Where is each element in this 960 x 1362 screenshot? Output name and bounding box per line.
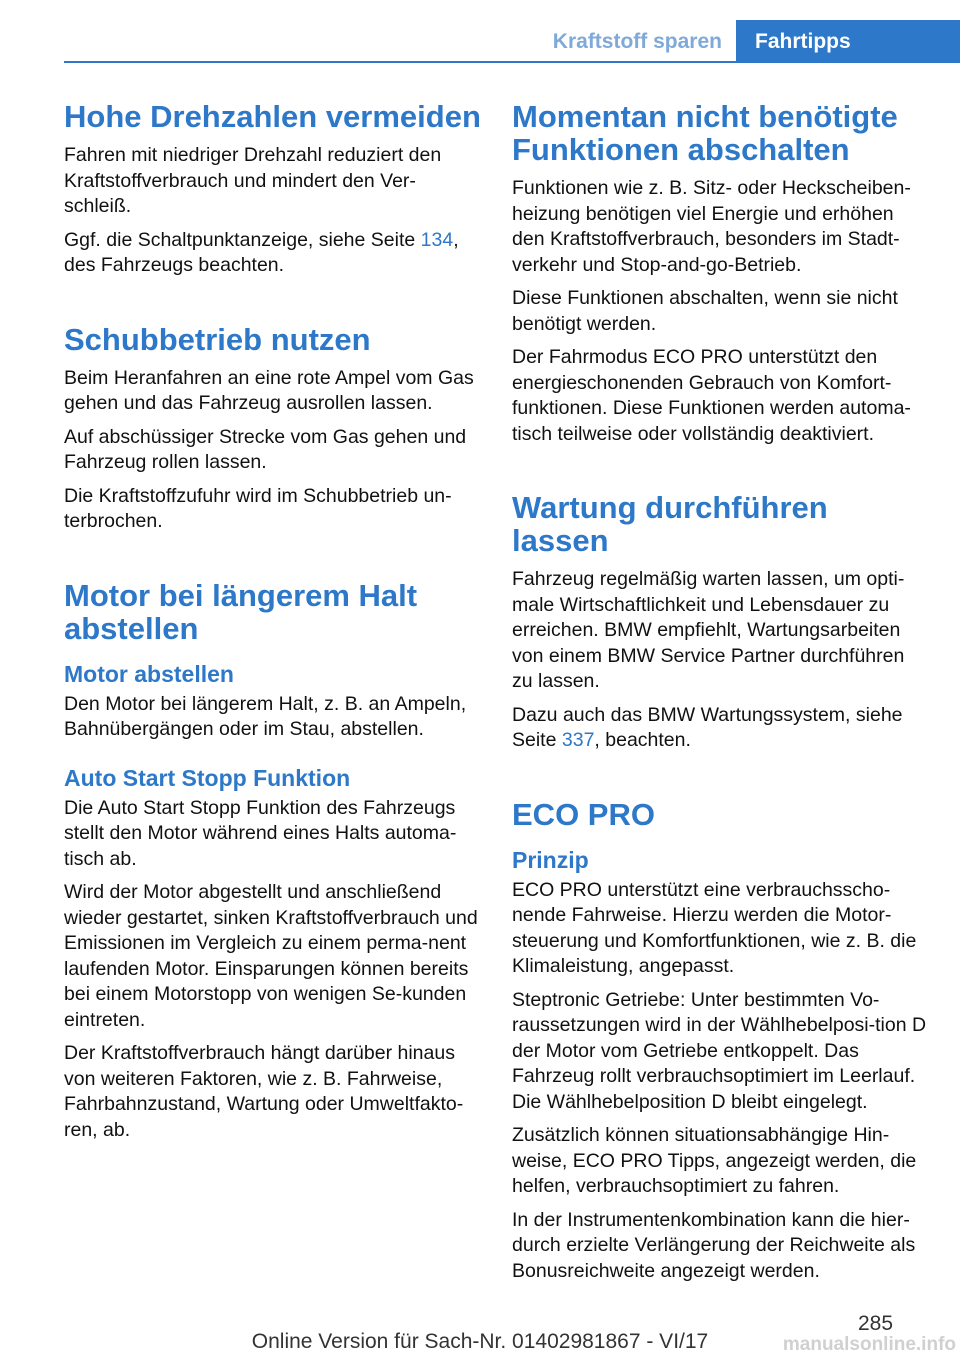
paragraph: ECO PRO unterstützt eine verbrauchsscho-nende Fahrweise. Hierzu werden die Motor-steuerung und Komfortfunktionen, wie z. B. die Klimaleistung, angepasst. — [512, 878, 917, 977]
heading-wartung: Wartung durchführen lassen — [512, 490, 828, 558]
paragraph: Zusätzlich können situationsabhängige Hin-weise, ECO PRO Tipps, angezeigt werden, die helfen, verbrauchsoptimiert zu fahren. — [512, 1124, 917, 1197]
text: , des Fahrzeugs beachten. — [64, 228, 459, 276]
text: Dazu auch das BMW Wartungssystem, siehe Seite — [512, 703, 903, 751]
paragraph: Diese Funktionen abschalten, wenn sie nicht benötigt werden. — [512, 287, 898, 335]
subheading-auto-start-stopp: Auto Start Stopp Funktion — [64, 764, 351, 791]
paragraph: Die Kraftstoffzufuhr wird im Schubbetrieb un-terbrochen. — [64, 484, 452, 532]
paragraph: Fahren mit niedriger Drehzahl reduziert den Kraftstoffverbrauch und mindert den Ver-schleiß. — [64, 144, 442, 217]
paragraph: Wird der Motor abgestellt und anschließend wieder gestartet, sinken Kraftstoffverbrauch und Emissionen im Vergleich zu einem perma-nent laufenden Motor. Einsparungen können bereits bei einem Motorstopp von wenigen Se-kunden eintreten. — [64, 881, 478, 1031]
paragraph: Funktionen wie z. B. Sitz- oder Heckscheiben-heizung benötigen viel Energie und erhöhen den Kraftstoffverbrauch, besonders im Stadt-verkehr und Stop-and-go-Betrieb. — [512, 177, 911, 276]
paragraph: Die Auto Start Stopp Funktion des Fahrzeugs stellt den Motor während eines Halts automa-tisch ab. — [64, 796, 457, 870]
header-section-label: Kraftstoff sparen — [552, 30, 722, 53]
watermark: manualsonline.info — [782, 1334, 956, 1355]
page-link-337[interactable]: 337 — [561, 729, 595, 751]
text: Ggf. die Schaltpunktanzeige, siehe Seite — [64, 228, 421, 251]
paragraph: Steptronic Getriebe: Unter bestimmten Vo-raussetzungen wird in der Wählhebelposi-tion D der Motor vom Getriebe entkoppelt. Das Fahrzeug rollt verbrauchsoptimiert im Leerlauf. Die Wählhebelposition D bleibt eingelegt. — [512, 988, 927, 1113]
paragraph: Beim Heranfahren an eine rote Ampel vom Gas gehen und das Fahrzeug ausrollen lassen. — [64, 366, 474, 414]
paragraph — [64, 228, 482, 279]
paragraph: Auf abschüssiger Strecke vom Gas gehen und Fahrzeug rollen lassen. — [64, 425, 467, 473]
subheading-prinzip: Prinzip — [512, 846, 589, 873]
heading-eco-pro: ECO PRO — [512, 796, 655, 832]
paragraph: Fahrzeug regelmäßig warten lassen, um opti-male Wirtschaftlichkeit und Lebensdauer zu erreichen. BMW empfiehlt, Wartungsarbeiten von einem BMW Service Partner durchführen zu lassen. — [512, 568, 905, 692]
paragraph — [512, 703, 930, 754]
paragraph: Der Kraftstoffverbrauch hängt darüber hinaus von weiteren Faktoren, wie z. B. Fahrweise, Fahrbahnzustand, Wartung oder Umweltfakto-ren, ab. — [64, 1042, 464, 1141]
text: , beachten. — [594, 729, 691, 751]
right-column — [512, 100, 930, 1292]
paragraph: Den Motor bei längerem Halt, z. B. an Ampeln, Bahnübergängen oder im Stau, abstellen. — [64, 692, 467, 740]
page-link-134[interactable]: 134 — [420, 228, 454, 251]
page-header — [0, 0, 960, 64]
heading-schubbetrieb: Schubbetrieb nutzen — [64, 321, 371, 357]
subheading-motor-abstellen: Motor abstellen — [64, 660, 234, 687]
paragraph: In der Instrumentenkombination kann die hier-durch erzielte Verlängerung der Reichweite als Bonusreichweite angezeigt werden. — [512, 1208, 916, 1282]
heading-motor-abstellen: Motor bei längerem Halt abstellen — [64, 577, 418, 646]
left-column — [64, 100, 482, 1151]
paragraph: Der Fahrmodus ECO PRO unterstützt den energieschonenden Gebrauch von Komfort-funktionen. Diese Funktionen werden automa-tisch teilweise oder vollständig deaktiviert. — [512, 346, 911, 445]
footer-online-version: Online Version für Sach-Nr. 01402981867 - VI/17 — [251, 1330, 709, 1353]
header-chapter-tab: Fahrtipps — [736, 20, 960, 62]
heading-hohe-drehzahlen: Hohe Drehzahlen vermeiden — [64, 99, 481, 134]
page-number: 285 — [858, 1312, 894, 1335]
heading-funktionen-abschalten: Momentan nicht benötigte Funktionen abschalten — [512, 99, 898, 167]
